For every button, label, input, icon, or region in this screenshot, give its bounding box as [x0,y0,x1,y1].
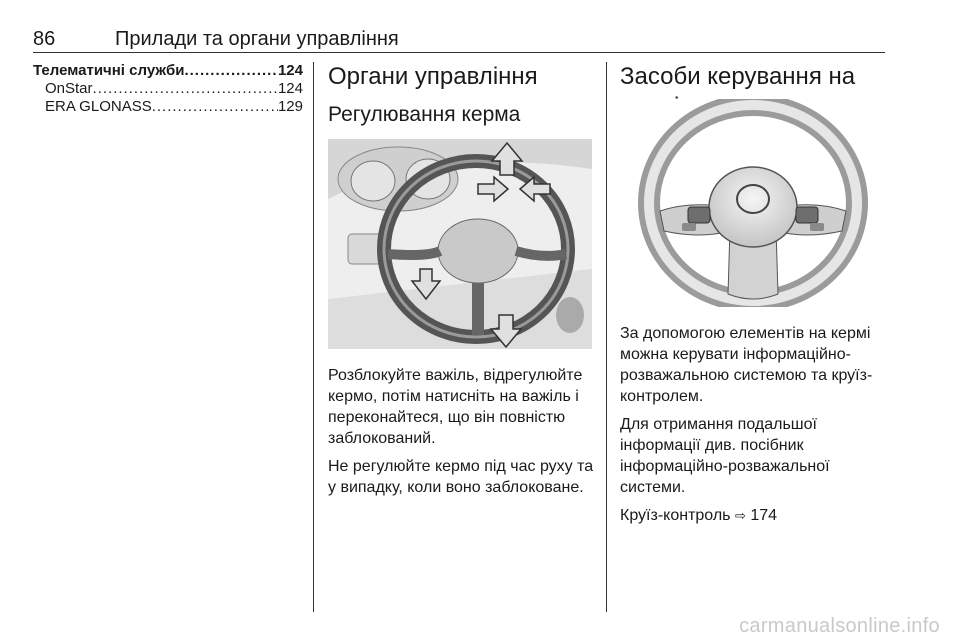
steering-adjust-illustration [328,139,592,349]
toc-leader [152,98,278,116]
page-title: Прилади та органи управління [115,28,399,50]
steering-adjust-paragraph: Розблокуйте важіль, відрегулюйте кермо, потім натисніть на важіль і переконайтеся, що він повністю заблокований. [328,367,583,447]
toc-entry-label: ERA GLONASS [45,98,152,115]
toc-entry[interactable] [33,80,303,98]
crossref-page: 174 [750,507,778,524]
toc-entry-page: 124 [277,80,303,97]
steering-warning-paragraph: Не регулюйте кермо під час руху та у випадку, коли воно заблоковане. [328,458,594,496]
subsection-title-steering-adjust: Регулювання керма [328,103,521,126]
page-number: 86 [33,28,56,50]
column-divider-right [606,62,607,612]
right-text [620,323,890,526]
crossref-label: Круїз-контроль [620,507,731,524]
cruise-control-crossref[interactable] [620,505,890,526]
steering-wheel-controls-illustration [620,99,886,307]
crossref-arrow-icon: ⇨ [734,508,746,523]
toc-entry-label: Телематичні служби [33,62,185,79]
toc-leader [93,80,278,98]
toc-entry-label: OnStar [45,80,93,97]
watermark: carmanualsonline.info [739,615,940,637]
header-rule [33,52,885,53]
infotainment-reference-paragraph: Для отримання подальшої інформації див. посібник інформаційно-розважальної системи. [620,416,830,496]
section-title-controls: Органи управління [328,63,538,90]
page-header [33,28,885,50]
toc-entry-page: 124 [277,62,303,79]
toc [33,62,303,116]
controls-description-paragraph: За допомогою елементів на кермі можна керувати інформаційно-розважальною системою та круїз-контролем. [620,325,873,405]
column-divider-left [313,62,314,612]
middle-column [328,62,594,128]
middle-text [328,365,596,498]
toc-entry-page: 129 [277,98,303,115]
toc-entry[interactable] [33,62,303,80]
toc-entry[interactable] [33,98,303,116]
toc-leader [184,62,278,80]
section-title-steering-wheel-controls: Засоби керування на [620,63,856,90]
